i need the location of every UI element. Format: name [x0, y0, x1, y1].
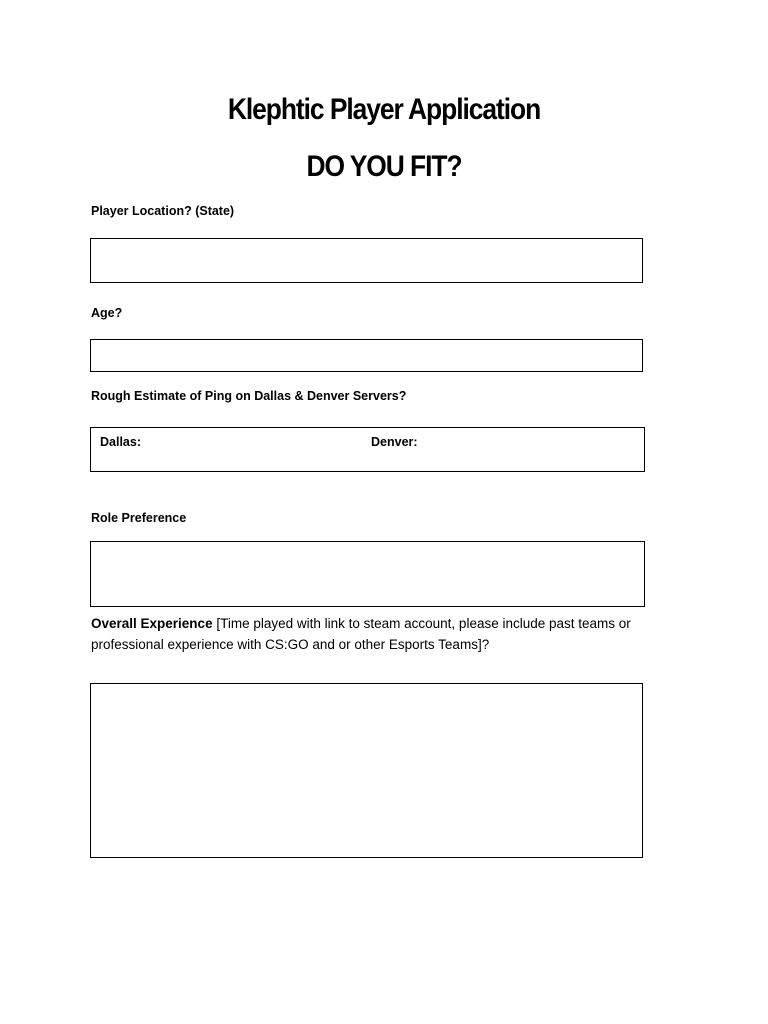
age-label: Age? — [91, 306, 123, 320]
page-title: Klephtic Player Application — [227, 93, 541, 126]
page-subtitle: DO YOU FIT? — [306, 150, 462, 183]
ping-label: Rough Estimate of Ping on Dallas & Denver Servers? — [91, 389, 407, 403]
location-field[interactable] — [90, 238, 643, 283]
location-label: Player Location? (State) — [91, 204, 235, 218]
role-label: Role Preference — [91, 511, 187, 525]
experience-label — [91, 613, 651, 655]
experience-field[interactable] — [90, 683, 643, 858]
experience-label-bold: Overall Experience — [91, 616, 213, 631]
age-field[interactable] — [90, 339, 643, 372]
experience-label-detail: [Time played with link to steam account, please include past teams or professional experience with CS:GO and or other Esports Teams]? — [91, 616, 631, 652]
ping-field-group[interactable] — [90, 427, 645, 472]
denver-label: Denver: — [371, 435, 418, 449]
dallas-label: Dallas: — [100, 435, 141, 449]
role-field[interactable] — [90, 541, 645, 607]
